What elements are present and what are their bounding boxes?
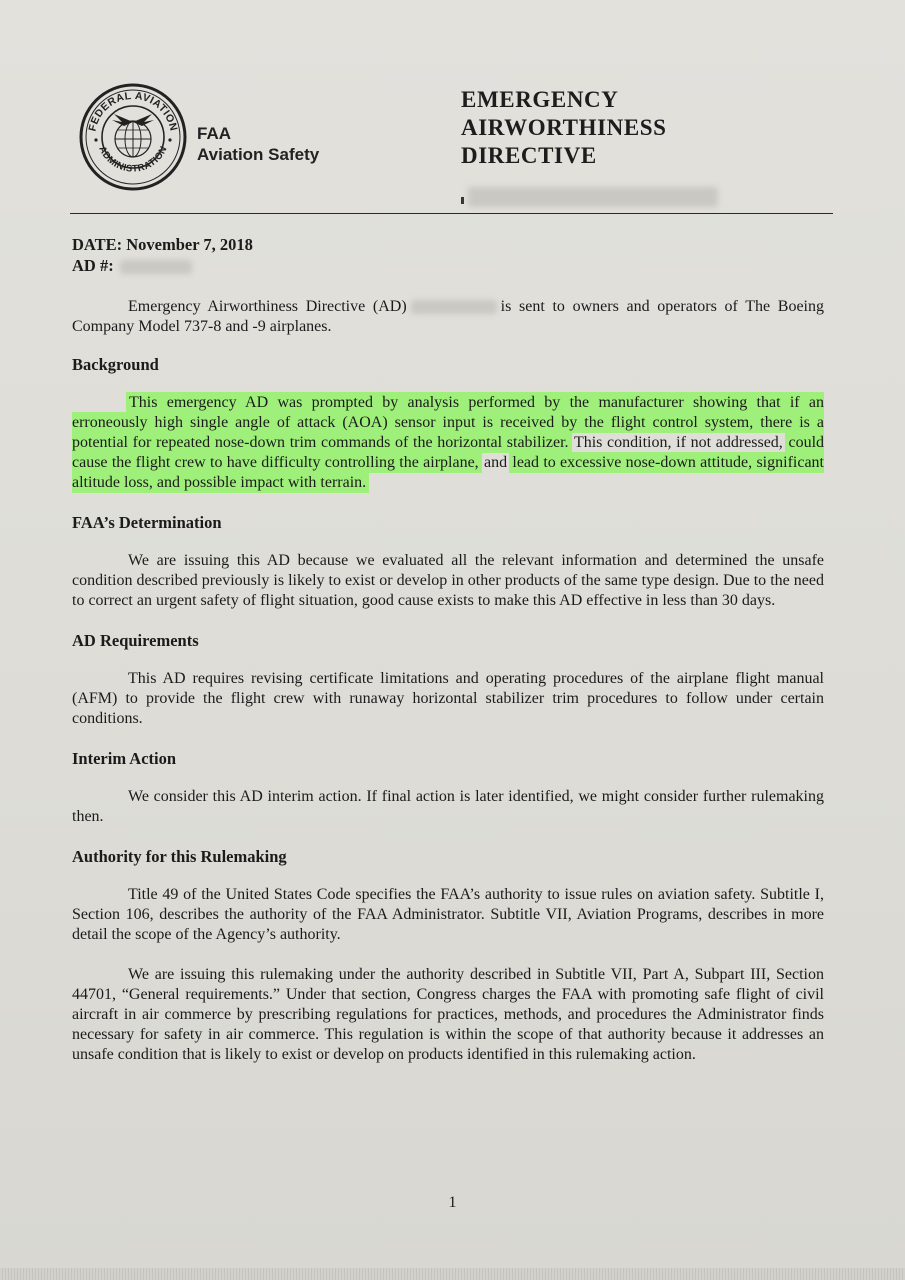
faa-seal-logo bbox=[78, 82, 188, 192]
title-line-1: EMERGENCY bbox=[461, 87, 619, 112]
heading-ad-requirements: AD Requirements bbox=[72, 631, 199, 650]
page-number: 1 bbox=[448, 1194, 457, 1211]
ad-number-label: AD #: bbox=[72, 256, 114, 275]
svg-text:FEDERAL AVIATION: FEDERAL AVIATION bbox=[86, 89, 180, 133]
highlight-3: lead to excessive nose-down attitude, significant altitude loss, and possible impact with terrain. bbox=[72, 454, 824, 491]
scan-edge bbox=[0, 1268, 905, 1280]
agency-name bbox=[197, 123, 319, 165]
authority-paragraph-1: Title 49 of the United States Code specifies the FAA’s authority to issue rules on aviation safety. Subtitle I, Section 106, describes the authority of the FAA Administrator. Subtitle VII, Aviation Programs, describes in more detail the scope of the Agency’s authority. bbox=[72, 886, 824, 943]
heading-authority: Authority for this Rulemaking bbox=[72, 847, 287, 866]
intro-paragraph bbox=[72, 297, 824, 337]
determination-paragraph: We are issuing this AD because we evaluated all the relevant information and determined the unsafe condition described previously is likely to exist or develop in other products of the same type design. Due to the need to correct an urgent safety of flight situation, good cause exists to make this AD effective in less than 30 days. bbox=[72, 552, 824, 609]
heading-interim-action: Interim Action bbox=[72, 749, 177, 768]
title-line-3: DIRECTIVE bbox=[461, 143, 597, 168]
intro-text-end: is sent to owners and operators of The Boeing Company Model 737-8 and -9 airplanes. bbox=[72, 298, 824, 335]
heading-faa-determination: FAA’s Determination bbox=[72, 513, 222, 532]
svg-text:ADMINISTRATION: ADMINISTRATION bbox=[96, 144, 170, 175]
date-line: DATE: November 7, 2018 bbox=[72, 235, 253, 254]
document-body bbox=[72, 234, 824, 1065]
directive-meta bbox=[72, 234, 824, 276]
ad-number-line bbox=[72, 255, 824, 276]
background-paragraph bbox=[72, 393, 824, 493]
agency-line-faa: FAA bbox=[197, 124, 231, 143]
document-title bbox=[461, 86, 667, 170]
intro-text-start: Emergency Airworthiness Directive (AD) bbox=[128, 298, 407, 315]
agency-line-aviation-safety: Aviation Safety bbox=[197, 145, 320, 164]
highlight-2: could cause the flight crew to have difficulty controlling the airplane, bbox=[72, 434, 825, 471]
highlight-1: This emergency AD was prompted by analysis performed by the manufacturer showing that if an erroneously high single angle of attack (AOA) sensor input is received by the flight control system, there is a potential for repeated nose-down trim commands of the horizontal stabilizer. bbox=[72, 394, 824, 451]
redacted-header-number bbox=[468, 187, 718, 207]
background-text-1: This condition, if not addressed, bbox=[573, 434, 783, 451]
title-line-2: AIRWORTHINESS bbox=[461, 115, 667, 140]
requirements-paragraph: This AD requires revising certificate limitations and operating procedures of the airplane flight manual (AFM) to provide the flight crew with runaway horizontal stabilizer trim procedures to follow under certain conditions. bbox=[72, 670, 824, 727]
header-divider bbox=[70, 213, 833, 214]
heading-background: Background bbox=[72, 355, 159, 374]
redacted-inline-ad-number bbox=[411, 300, 497, 314]
redacted-ad-number bbox=[120, 260, 192, 274]
header-mark bbox=[461, 197, 464, 204]
authority-paragraph-2: We are issuing this rulemaking under the authority described in Subtitle VII, Part A, Subpart III, Section 44701, “General requirements.” Under that section, Congress charges the FAA with promoting safe flight of civil aircraft in air commerce by prescribing regulations for practices, methods, and procedures the Administrator finds necessary for safety in air commerce. This regulation is within the scope of that authority because it addresses an unsafe condition that is likely to exist or develop on products identified in this rulemaking action. bbox=[72, 966, 824, 1063]
background-text-2: and bbox=[483, 454, 508, 471]
interim-paragraph: We consider this AD interim action. If final action is later identified, we might consider further rulemaking then. bbox=[72, 788, 824, 825]
